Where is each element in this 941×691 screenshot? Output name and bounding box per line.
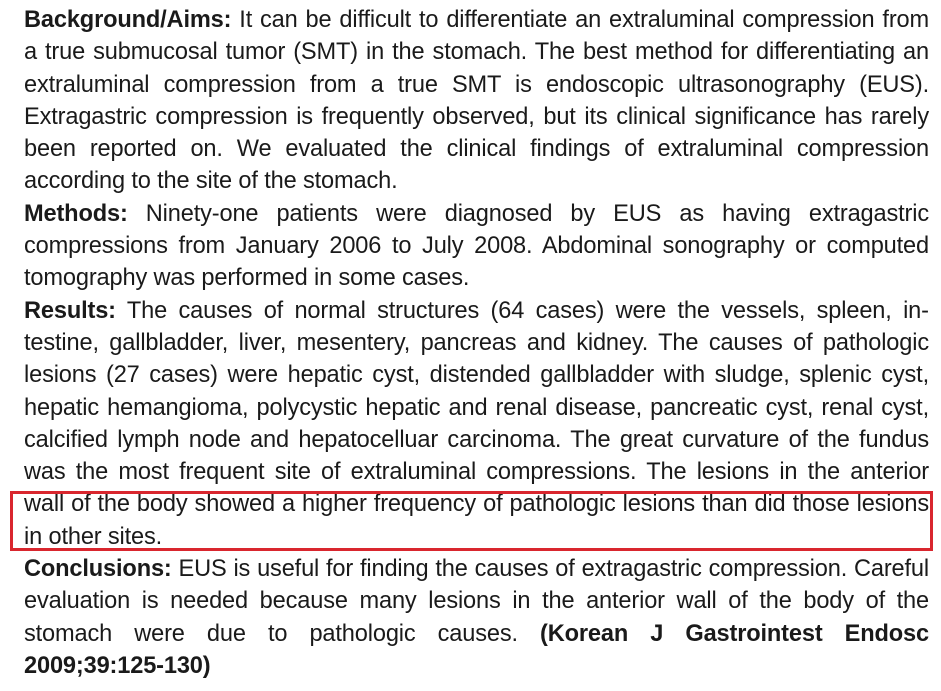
conclusions-paragraph — [24, 553, 929, 682]
results-paragraph — [24, 295, 929, 553]
results-text: The causes of normal structures (64 cases) were the vessels, spleen, intestine, gallbladder, liver, mesentery, pancreas and kidney. The causes of pathologic lesions (27 cases) were hepatic cyst, distended gallbladder with sludge, splenic cyst, hepatic hemangioma, polycystic hepatic and renal disease, pancreatic cyst, renal cyst, calcified lymph node and hepatocelluar carcinoma. The great curvature of the fundus was the most frequent site of extraluminal compressions. The lesions in the anterior wall of the body showed a higher frequency of pathologic lesions than did those lesions in other sites. — [24, 297, 929, 550]
background-paragraph — [24, 4, 929, 198]
methods-text: Ninety-one patients were diagnosed by EUS as having extragastric compressions from January 2006 to July 2008. Abdominal sonography or computed tomography was performed in some cases. — [24, 200, 929, 292]
methods-label: Methods: — [24, 200, 128, 227]
abstract — [24, 4, 929, 682]
results-label: Results: — [24, 297, 116, 324]
conclusions-text: EUS is useful for finding the causes of extragastric compression. Careful evaluation is needed because many lesions in the anterior wall of the body of the stomach were due to pathologic causes. — [24, 556, 929, 647]
background-label: Background/Aims: — [24, 7, 232, 33]
conclusions-label: Conclusions: — [24, 556, 172, 583]
methods-paragraph — [24, 198, 929, 295]
background-text: It can be difficult to differentiate an extraluminal compression from a true submucosal tumor (SMT) in the stomach. The best method for differentiating an extraluminal compression from a true SMT is endoscopic ultrasonography (EUS). Extragastric compression is frequently observed, but its clinical significance has rarely been reported on. We evaluated the clinical findings of extraluminal compression according to the site of the stomach. — [24, 7, 929, 195]
citation: (Korean J Gastrointest Endosc 2009;39:125-130) — [24, 620, 929, 679]
